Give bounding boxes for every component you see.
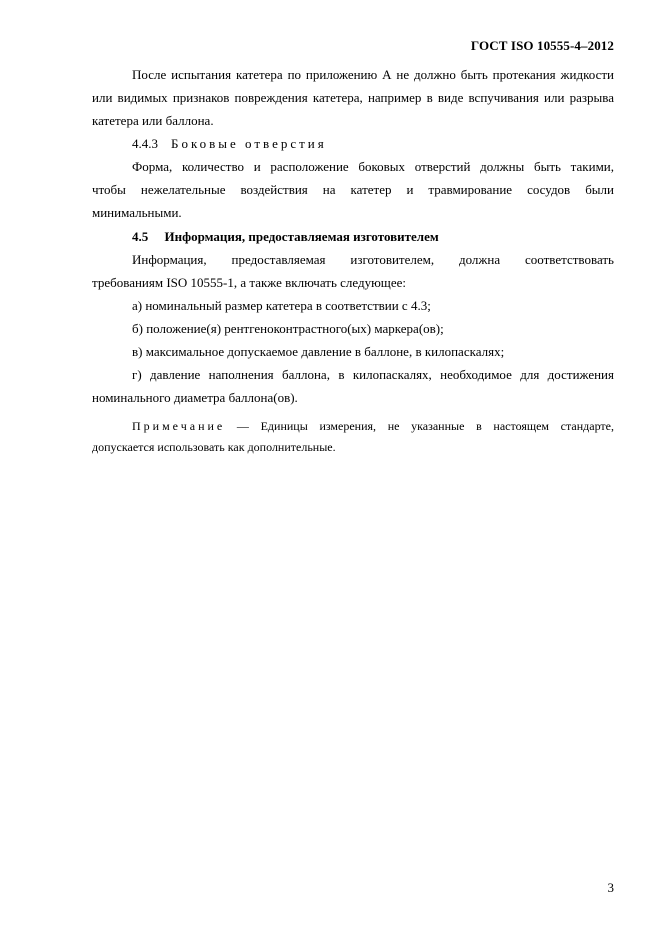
section-number: 4.5 <box>132 229 149 244</box>
document-code-header: ГОСТ ISO 10555-4–2012 <box>470 38 614 53</box>
section-number: 4.4.3 <box>132 136 158 151</box>
paragraph-test-result <box>92 63 614 132</box>
list-item-g <box>92 363 614 409</box>
list-item-v: в) максимальное допускаемое давление в баллоне, в килопаскалях; <box>132 344 505 359</box>
list-item-a: а) номинальный размер катетера в соответствии с 4.3; <box>132 298 431 313</box>
text-line: катетера или баллона. <box>92 113 214 128</box>
paragraph-side-holes <box>92 155 614 224</box>
section-heading-4-4-3 <box>132 132 327 155</box>
text-line: номинального диаметра баллона(ов). <box>92 390 298 405</box>
section-title: Боковые отверстия <box>171 136 327 151</box>
text-line: или видимых признаков повреждения катетера, например в виде вспучивания или разрыва <box>92 90 614 105</box>
section-heading-4-5 <box>132 225 439 248</box>
paragraph-manufacturer-info <box>92 248 614 294</box>
text-line: После испытания катетера по приложению А не должно быть протекания жидкости <box>132 67 614 82</box>
note-text: — Единицы измерения, не указанные в настоящем стандарте, <box>236 419 614 433</box>
text-line: Информация, предоставляемая изготовителем, должна соответствовать <box>132 252 614 267</box>
text-line: требованиям ISO 10555-1, а также включать следующее: <box>92 275 406 290</box>
section-title: Информация, предоставляемая изготовителем <box>164 229 439 244</box>
note-block <box>92 416 614 458</box>
list-item-b: б) положение(я) рентгеноконтрастного(ых) маркера(ов); <box>132 321 444 336</box>
text-line: Форма, количество и расположение боковых отверстий должны быть такими, <box>132 159 614 174</box>
note-label: Примечание <box>132 419 226 433</box>
page-number: 3 <box>607 880 614 895</box>
text-line: чтобы нежелательные воздействия на катетер и травмирование сосудов были <box>92 182 614 197</box>
note-line: допускается использовать как дополнительные. <box>92 440 336 454</box>
text-line: г) давление наполнения баллона, в килопаскалях, необходимое для достижения <box>132 367 614 382</box>
text-line: минимальными. <box>92 205 182 220</box>
note-line <box>92 416 614 437</box>
